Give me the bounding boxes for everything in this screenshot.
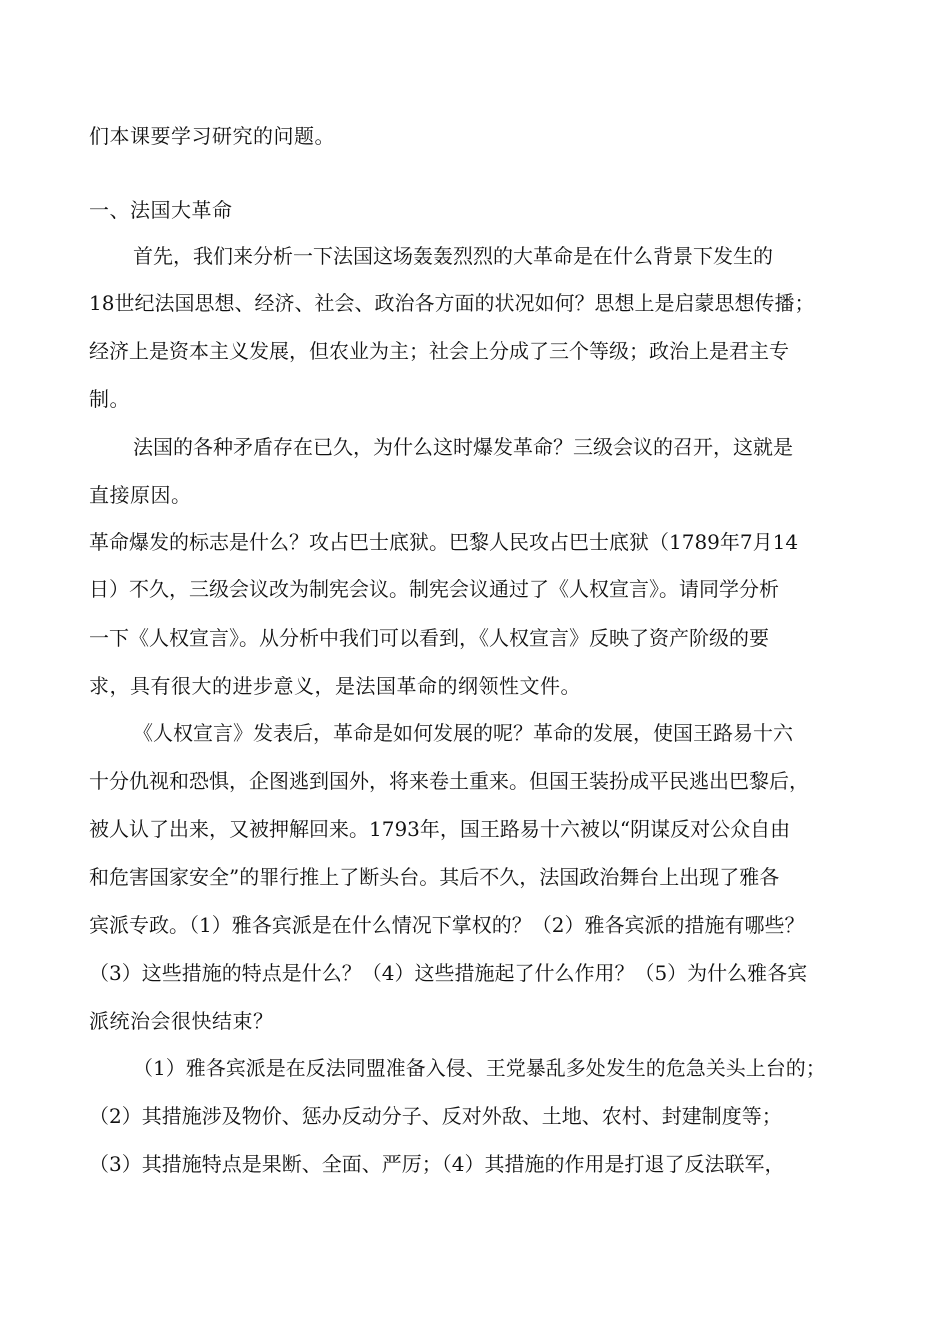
text-line: 制。 [89, 387, 130, 411]
text-line: 和危害国家安全”的罪行推上了断头台。其后不久，法国政治舞台上出现了雅各 [89, 865, 780, 889]
text-line: 日）不久，三级会议改为制宪会议。制宪会议通过了《人权宣言》。请同学分析 [89, 577, 779, 601]
text-line: 首先，我们来分析一下法国这场轰轰烈烈的大革命是在什么背景下发生的 [133, 244, 773, 268]
text-line: 求，具有很大的进步意义，是法国革命的纲领性文件。 [89, 674, 581, 698]
text-line: 们本课要学习研究的问题。 [89, 124, 335, 148]
text-line: 《人权宣言》发表后，革命是如何发展的呢？革命的发展，使国王路易十六 [133, 721, 793, 745]
text-line: 派统治会很快结束？ [89, 1009, 274, 1033]
text-line: （3）其措施特点是果断、全面、严厉；（4）其措施的作用是打退了反法联军， [89, 1152, 785, 1176]
text-line: 革命爆发的标志是什么？攻占巴士底狱。巴黎人民攻占巴士底狱（1789年7月14 [89, 530, 799, 554]
text-line: 宾派专政。（1）雅各宾派是在什么情况下掌权的？（2）雅各宾派的措施有哪些？ [89, 913, 805, 937]
text-line: 十分仇视和恐惧，企图逃到国外，将来卷土重来。但国王装扮成平民逃出巴黎后， [89, 769, 809, 793]
text-line: 经济上是资本主义发展，但农业为主；社会上分成了三个等级；政治上是君主专 [89, 339, 789, 363]
text-line: 直接原因。 [89, 483, 192, 507]
text-line: 一下《人权宣言》。从分析中我们可以看到，《人权宣言》反映了资产阶级的要 [89, 626, 769, 650]
text-line: 被人认了出来，又被押解回来。1793年，国王路易十六被以“阴谋反对公众自由 [89, 817, 791, 841]
text-line: （3）这些措施的特点是什么？（4）这些措施起了什么作用？（5）为什么雅各宾 [89, 961, 808, 985]
text-line: （2）其措施涉及物价、惩办反动分子、反对外敌、土地、农村、封建制度等； [89, 1104, 782, 1128]
text-line: （1）雅各宾派是在反法同盟准备入侵、王党暴乱多处发生的危急关头上台的； [133, 1056, 826, 1080]
text-line: 法国的各种矛盾存在已久，为什么这时爆发革命？三级会议的召开，这就是 [133, 435, 793, 459]
text-line: 18世纪法国思想、经济、社会、政治各方面的状况如何？思想上是启蒙思想传播； [89, 291, 815, 315]
section-heading: 一、法国大革命 [89, 198, 233, 222]
